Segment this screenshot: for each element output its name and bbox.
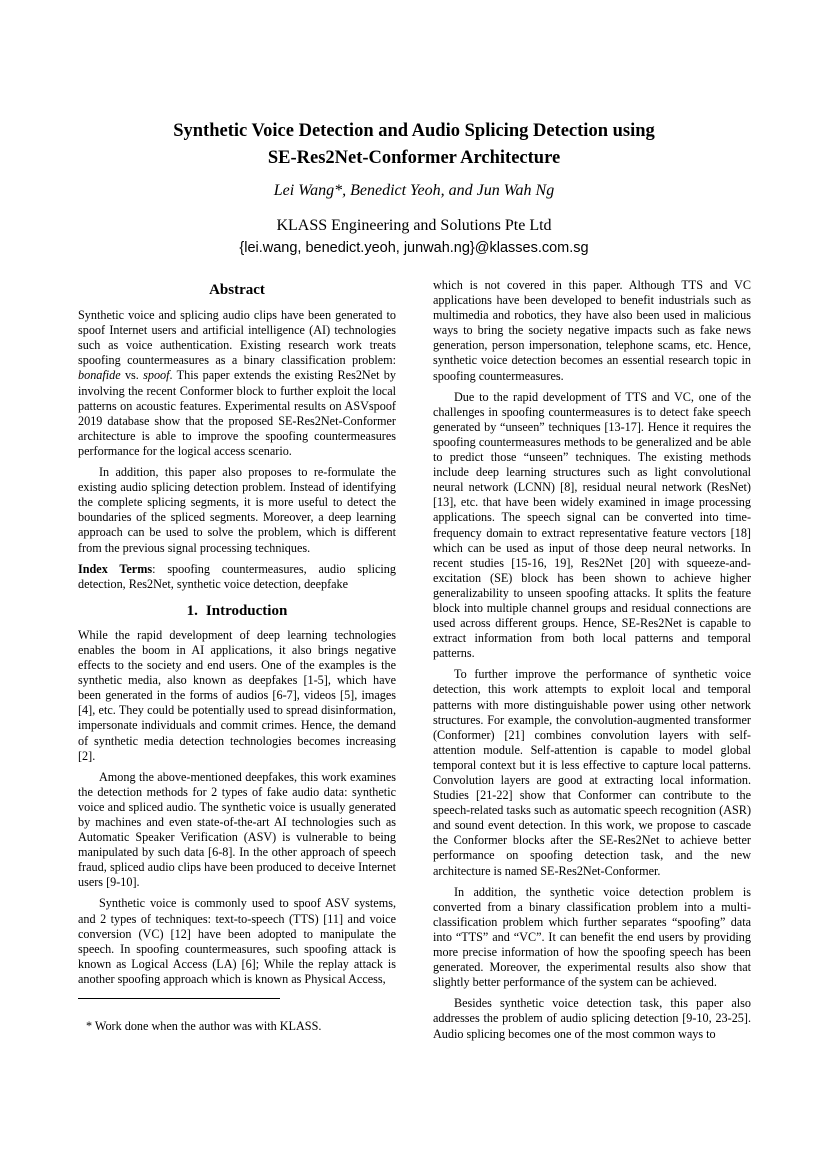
- index-terms: Index Terms: spoofing countermeasures, audio splicing detection, Res2Net, synthetic voice detection, deepfake: [78, 561, 396, 591]
- term-spoof: spoof: [143, 368, 170, 383]
- title-line-1: Synthetic Voice Detection and Audio Splicing Detection using: [173, 121, 655, 141]
- term-bonafide: bonafide: [78, 368, 121, 383]
- intro-paragraph-2: Among the above-mentioned deepfakes, this work examines the detection methods for 2 types of fake audio data: synthetic voice and spliced audio. The synthetic voice is usually generated by machines and even state-of-the-art AI technologies such as Automatic Speaker Verification (ASV) is vulnerable to being manipulated by such data [6-8]. In the other approach of speech fraud, spliced audio clips have been produced to deceive Internet users [9-10].: [78, 769, 396, 890]
- paper-title: [0, 118, 828, 172]
- abstract-paragraph-1: Synthetic voice and splicing audio clips have been generated to spoof Internet users and artificial intelligence (AI) technologies such as voice authentication. Existing research work treats spoofing countermeasures as a binary classification problem: bonafide vs. spoof. This paper extends the existing Res2Net by involving the recent Conformer block to further exploit the local patterns on acoustic features. Experimental results on ASVspoof 2019 database show that the proposed SE-Res2Net-Conformer architecture is able to improve the spoofing countermeasures performance for the logical access scenario.: [78, 308, 396, 458]
- index-terms-label: Index Terms: [78, 561, 153, 576]
- section-number: 1.: [186, 602, 198, 619]
- author-list: Lei Wang*, Benedict Yeoh, and Jun Wah Ng: [273, 182, 555, 199]
- intro-paragraph-7: In addition, the synthetic voice detection problem is converted from a binary classification problem into a multi-classification problem which further separates “spoofing” data into “TTS” and “VC”. It can benefit the end users by providing more precise information of how the spoofing speech has been generated. Moreover, the experimental results also show that slightly better performance of the system can be achieved.: [433, 884, 751, 990]
- intro-paragraph-8: Besides synthetic voice detection task, this paper also addresses the problem of audio splicing detection [9-10, 23-25]. Audio splicing becomes one of the most common ways to: [433, 996, 751, 1041]
- footnote-rule: [78, 998, 280, 999]
- section-title: Introduction: [205, 602, 288, 619]
- abstract-heading: Abstract: [209, 282, 265, 298]
- abstract-paragraph-2: In addition, this paper also proposes to re-formulate the existing audio splicing detection problem. Instead of identifying the complete splicing segments, it is more useful to detect the boundaries of the spliced segments. Moreover, a deep learning approach can be used to solve the problem, which is different from the previous signal processing techniques.: [78, 465, 396, 555]
- intro-paragraph-6: To further improve the performance of synthetic voice detection, this work attempts to exploit local and temporal patterns with more distinguishable power using other network structures. For example, the convolution-augmented transformer (Conformer) [21] combines convolution layers with self-attention module. Self-attention is capable to model global temporal context but it is less effective to capture local patterns. Convolution layers are good at extracting local information. Studies [21-22] show that Conformer can contribute to the speech-related tasks such as automatic speech recognition (ASR) and sound event detection. In this work, we propose to cascade the Conformer blocks after the SE-Res2Net to achieve better performance on spoofing detection task, and the new architecture is named SE-Res2Net-Conformer.: [433, 667, 751, 878]
- left-column: [78, 278, 396, 987]
- affiliation: KLASS Engineering and Solutions Pte Ltd: [276, 217, 552, 234]
- intro-paragraph-4: which is not covered in this paper. Although TTS and VC applications have been developed to benefit industrials such as multimedia and robotics, they have also been used in malicious ways to bring the society negative impacts such as fake news generation, person impersonation, telephone scams, etc. Hence, synthetic voice detection becomes an essential research topic in spoofing countermeasures.: [433, 278, 751, 383]
- intro-paragraph-3: Synthetic voice is commonly used to spoof ASV systems, and 2 types of techniques: text-to-speech (TTS) [11] and voice conversion (VC) [12] have been adopted to manipulate the speech. In spoofing countermeasures, such spoofing attack is known as Logical Access (LA) [6]; While the replay attack is another spoofing approach which is known as Physical Access,: [78, 896, 396, 986]
- footnote: * Work done when the author was with KLASS.: [86, 1019, 322, 1033]
- right-column: [433, 278, 751, 1042]
- author-emails: {lei.wang, benedict.yeoh, junwah.ng}@klasses.com.sg: [239, 240, 589, 256]
- title-line-2: SE-Res2Net-Conformer Architecture: [267, 148, 561, 168]
- section-heading-introduction: [78, 604, 396, 619]
- intro-paragraph-5: Due to the rapid development of TTS and VC, one of the challenges in spoofing countermeasures is to detect fake speech generated by “unseen” techniques [13-17]. Hence it requires the spoofing countermeasures methods to be generalized and be able to predict those “unseen” techniques. The existing methods include deep learning structures such as light convolutional neural network (LCNN) [8], residual neural network (ResNet) [13], etc. that have been widely examined in image processing applications. The speech signal can be converted into time-frequency domain to extract representative feature vectors [18] which can be used as input of those deep neural networks. In recent studies [15-16, 19], Res2Net [20] with squeeze-and-excitation (SE) block has been shown to achieve higher generalizability to unseen spoofing attacks. It splits the feature block into multiple channel groups and residual connections are used across different groups. Hence, SE-Res2Net is capable to extract information from both local patterns and temporal patterns.: [433, 389, 751, 661]
- intro-paragraph-1: While the rapid development of deep learning technologies enables the boom in AI applications, it also brings negative effects to the society and end users. One of the examples is the synthetic media, also known as deepfakes [1-5], which have been generated in the forms of audios [6-7], videos [5], images [4], etc. They could be potentially used to spread disinformation, impersonate individuals and commit crimes. Hence, the demand of synthetic media detection technologies becomes increasing [2].: [78, 627, 396, 763]
